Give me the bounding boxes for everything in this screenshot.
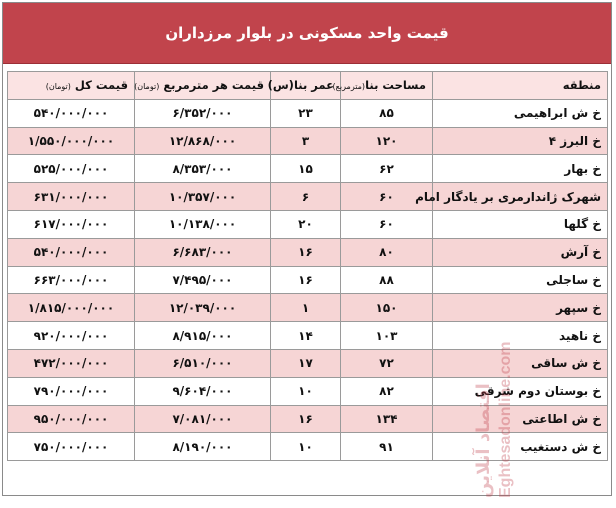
watermark-text-en: Eghtesadonline.com <box>497 341 514 498</box>
cell-total-price: ۹۵۰/۰۰۰/۰۰۰ <box>8 405 135 433</box>
cell-price-per-meter: ۶/۶۸۳/۰۰۰ <box>135 238 271 266</box>
cell-price-per-meter: ۸/۹۱۵/۰۰۰ <box>135 322 271 350</box>
header-region: منطقه <box>433 72 608 100</box>
cell-region: شهرک ژاندارمری بر یادگار امام <box>433 183 608 211</box>
cell-total-price: ۵۴۰/۰۰۰/۰۰۰ <box>8 238 135 266</box>
cell-age: ۱۴ <box>271 322 341 350</box>
cell-price-per-meter: ۱۰/۳۵۷/۰۰۰ <box>135 183 271 211</box>
cell-region: خ گلها <box>433 210 608 238</box>
cell-age: ۱۰ <box>271 433 341 461</box>
cell-region: خ بوستان دوم شرقی <box>433 377 608 405</box>
cell-total-price: ۶۱۷/۰۰۰/۰۰۰ <box>8 210 135 238</box>
header-age: عمر بنا(س) <box>271 72 341 100</box>
cell-region: خ ش ساقی <box>433 349 608 377</box>
header-area: مساحت بنا(مترمربع) <box>341 72 433 100</box>
cell-total-price: ۵۲۵/۰۰۰/۰۰۰ <box>8 155 135 183</box>
cell-price-per-meter: ۱۰/۱۳۸/۰۰۰ <box>135 210 271 238</box>
header-price-per-meter-unit: (تومان) <box>134 82 160 92</box>
cell-age: ۳ <box>271 127 341 155</box>
cell-price-per-meter: ۷/۴۹۵/۰۰۰ <box>135 266 271 294</box>
cell-region: خ ش اطاعتی <box>433 405 608 433</box>
cell-area: ۱۵۰ <box>341 294 433 322</box>
cell-price-per-meter: ۹/۶۰۴/۰۰۰ <box>135 377 271 405</box>
price-table <box>7 71 608 461</box>
cell-region: خ آرش <box>433 238 608 266</box>
price-table-frame <box>2 2 612 496</box>
cell-price-per-meter: ۷/۰۸۱/۰۰۰ <box>135 405 271 433</box>
cell-age: ۱۵ <box>271 155 341 183</box>
cell-total-price: ۱/۸۱۵/۰۰۰/۰۰۰ <box>8 294 135 322</box>
cell-price-per-meter: ۸/۳۵۳/۰۰۰ <box>135 155 271 183</box>
cell-price-per-meter: ۸/۱۹۰/۰۰۰ <box>135 433 271 461</box>
table-row <box>8 99 608 127</box>
table-row <box>8 183 608 211</box>
watermark-text-fa: اقتصاد آنلاین <box>473 383 494 498</box>
cell-age: ۱۰ <box>271 377 341 405</box>
cell-total-price: ۴۷۲/۰۰۰/۰۰۰ <box>8 349 135 377</box>
cell-area: ۸۵ <box>341 99 433 127</box>
page-title: قیمت واحد مسکونی در بلوار مرزداران <box>165 24 449 42</box>
cell-area: ۶۰ <box>341 210 433 238</box>
cell-area: ۱۲۰ <box>341 127 433 155</box>
table-row <box>8 405 608 433</box>
cell-area: ۹۱ <box>341 433 433 461</box>
cell-age: ۶ <box>271 183 341 211</box>
cell-total-price: ۷۵۰/۰۰۰/۰۰۰ <box>8 433 135 461</box>
cell-area: ۶۲ <box>341 155 433 183</box>
cell-area: ۸۸ <box>341 266 433 294</box>
header-area-unit: (مترمربع) <box>332 82 366 92</box>
table-row <box>8 210 608 238</box>
header-total-price: قیمت کل (تومان) <box>8 72 135 100</box>
cell-price-per-meter: ۶/۳۵۲/۰۰۰ <box>135 99 271 127</box>
table-row <box>8 238 608 266</box>
cell-total-price: ۱/۵۵۰/۰۰۰/۰۰۰ <box>8 127 135 155</box>
cell-price-per-meter: ۱۲/۸۶۸/۰۰۰ <box>135 127 271 155</box>
cell-area: ۸۲ <box>341 377 433 405</box>
table-row <box>8 294 608 322</box>
table-header-row <box>8 72 608 100</box>
cell-age: ۱۶ <box>271 405 341 433</box>
title-bar <box>3 3 611 64</box>
cell-area: ۱۰۳ <box>341 322 433 350</box>
cell-age: ۲۰ <box>271 210 341 238</box>
cell-total-price: ۶۶۳/۰۰۰/۰۰۰ <box>8 266 135 294</box>
cell-age: ۱۶ <box>271 266 341 294</box>
cell-area: ۶۰ <box>341 183 433 211</box>
cell-age: ۱۷ <box>271 349 341 377</box>
table-row <box>8 127 608 155</box>
cell-age: ۱۶ <box>271 238 341 266</box>
table-row <box>8 433 608 461</box>
cell-total-price: ۶۳۱/۰۰۰/۰۰۰ <box>8 183 135 211</box>
cell-total-price: ۵۴۰/۰۰۰/۰۰۰ <box>8 99 135 127</box>
cell-total-price: ۷۹۰/۰۰۰/۰۰۰ <box>8 377 135 405</box>
cell-total-price: ۹۲۰/۰۰۰/۰۰۰ <box>8 322 135 350</box>
cell-price-per-meter: ۶/۵۱۰/۰۰۰ <box>135 349 271 377</box>
cell-region: خ ساجلی <box>433 266 608 294</box>
table-row <box>8 155 608 183</box>
cell-age: ۲۳ <box>271 99 341 127</box>
table-row <box>8 349 608 377</box>
table-row <box>8 377 608 405</box>
cell-age: ۱ <box>271 294 341 322</box>
cell-region: خ سپهر <box>433 294 608 322</box>
cell-area: ۸۰ <box>341 238 433 266</box>
cell-region: خ بهار <box>433 155 608 183</box>
cell-region: خ ش ابراهیمی <box>433 99 608 127</box>
cell-price-per-meter: ۱۲/۰۳۹/۰۰۰ <box>135 294 271 322</box>
table-row <box>8 322 608 350</box>
header-total-price-unit: (تومان) <box>45 82 71 92</box>
cell-region: خ ناهید <box>433 322 608 350</box>
cell-region: خ البرز ۴ <box>433 127 608 155</box>
table-row <box>8 266 608 294</box>
cell-area: ۷۲ <box>341 349 433 377</box>
header-price-per-meter: قیمت هر مترمربع (تومان) <box>135 72 271 100</box>
cell-region: خ ش دستغیب <box>433 433 608 461</box>
cell-area: ۱۳۴ <box>341 405 433 433</box>
